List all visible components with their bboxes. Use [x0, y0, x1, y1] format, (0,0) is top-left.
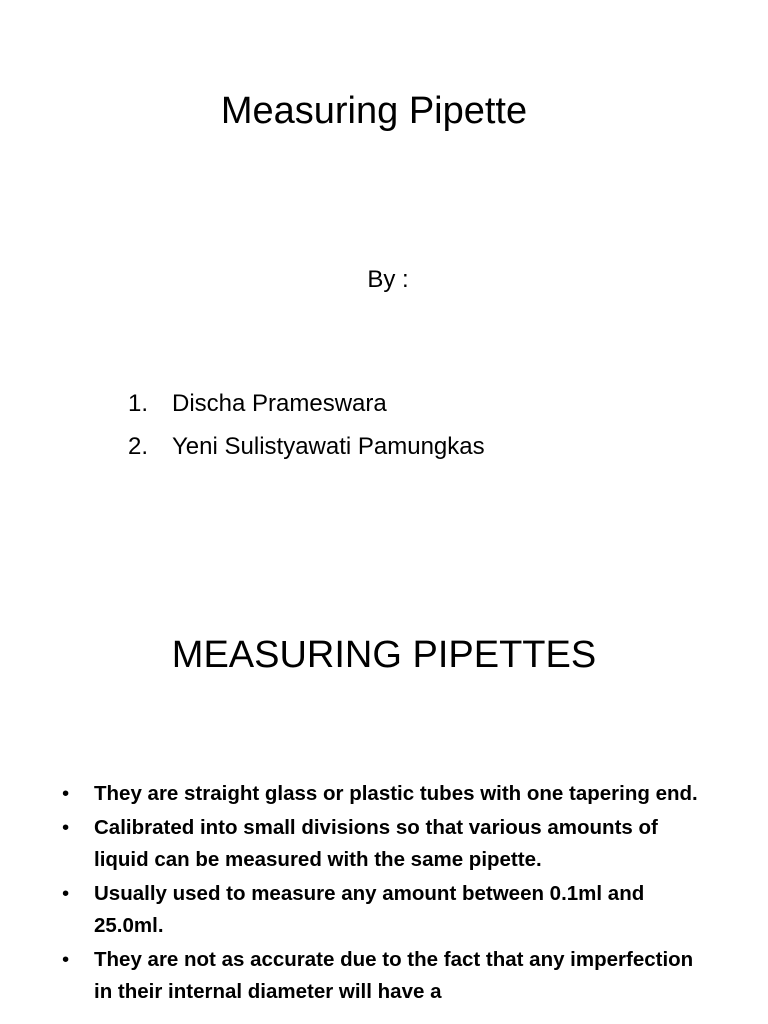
list-item [128, 431, 485, 463]
bullet-icon: • [62, 816, 70, 839]
bullet-icon: • [62, 882, 70, 905]
bullet-text: Calibrated into small divisions so that various amounts of liquid can be measured with the same pipette. [94, 816, 658, 871]
list-item [62, 944, 710, 1008]
bullet-icon: • [62, 782, 70, 805]
bullet-icon: • [62, 948, 70, 971]
author-name: Yeni Sulistyawati Pamungkas [172, 433, 485, 460]
by-label: By : [367, 266, 409, 293]
bullet-list [62, 778, 710, 1010]
list-item [62, 878, 710, 942]
bullet-text: They are straight glass or plastic tubes with one tapering end. [94, 782, 698, 805]
bullet-text: Usually used to measure any amount between 0.1ml and 25.0ml. [94, 882, 645, 937]
author-list [128, 388, 485, 474]
author-number: 2. [128, 433, 149, 460]
author-number: 1. [128, 390, 149, 417]
section-title: MEASURING PIPETTES [171, 634, 597, 676]
slide-content [0, 576, 768, 1024]
list-item [62, 778, 710, 810]
bullet-text: They are not as accurate due to the fact that any imperfection in their internal diameter will have a [94, 948, 694, 1003]
list-item [62, 812, 710, 876]
author-name: Discha Prameswara [172, 390, 387, 417]
page-title: Measuring Pipette [220, 90, 528, 132]
list-item [128, 388, 485, 420]
